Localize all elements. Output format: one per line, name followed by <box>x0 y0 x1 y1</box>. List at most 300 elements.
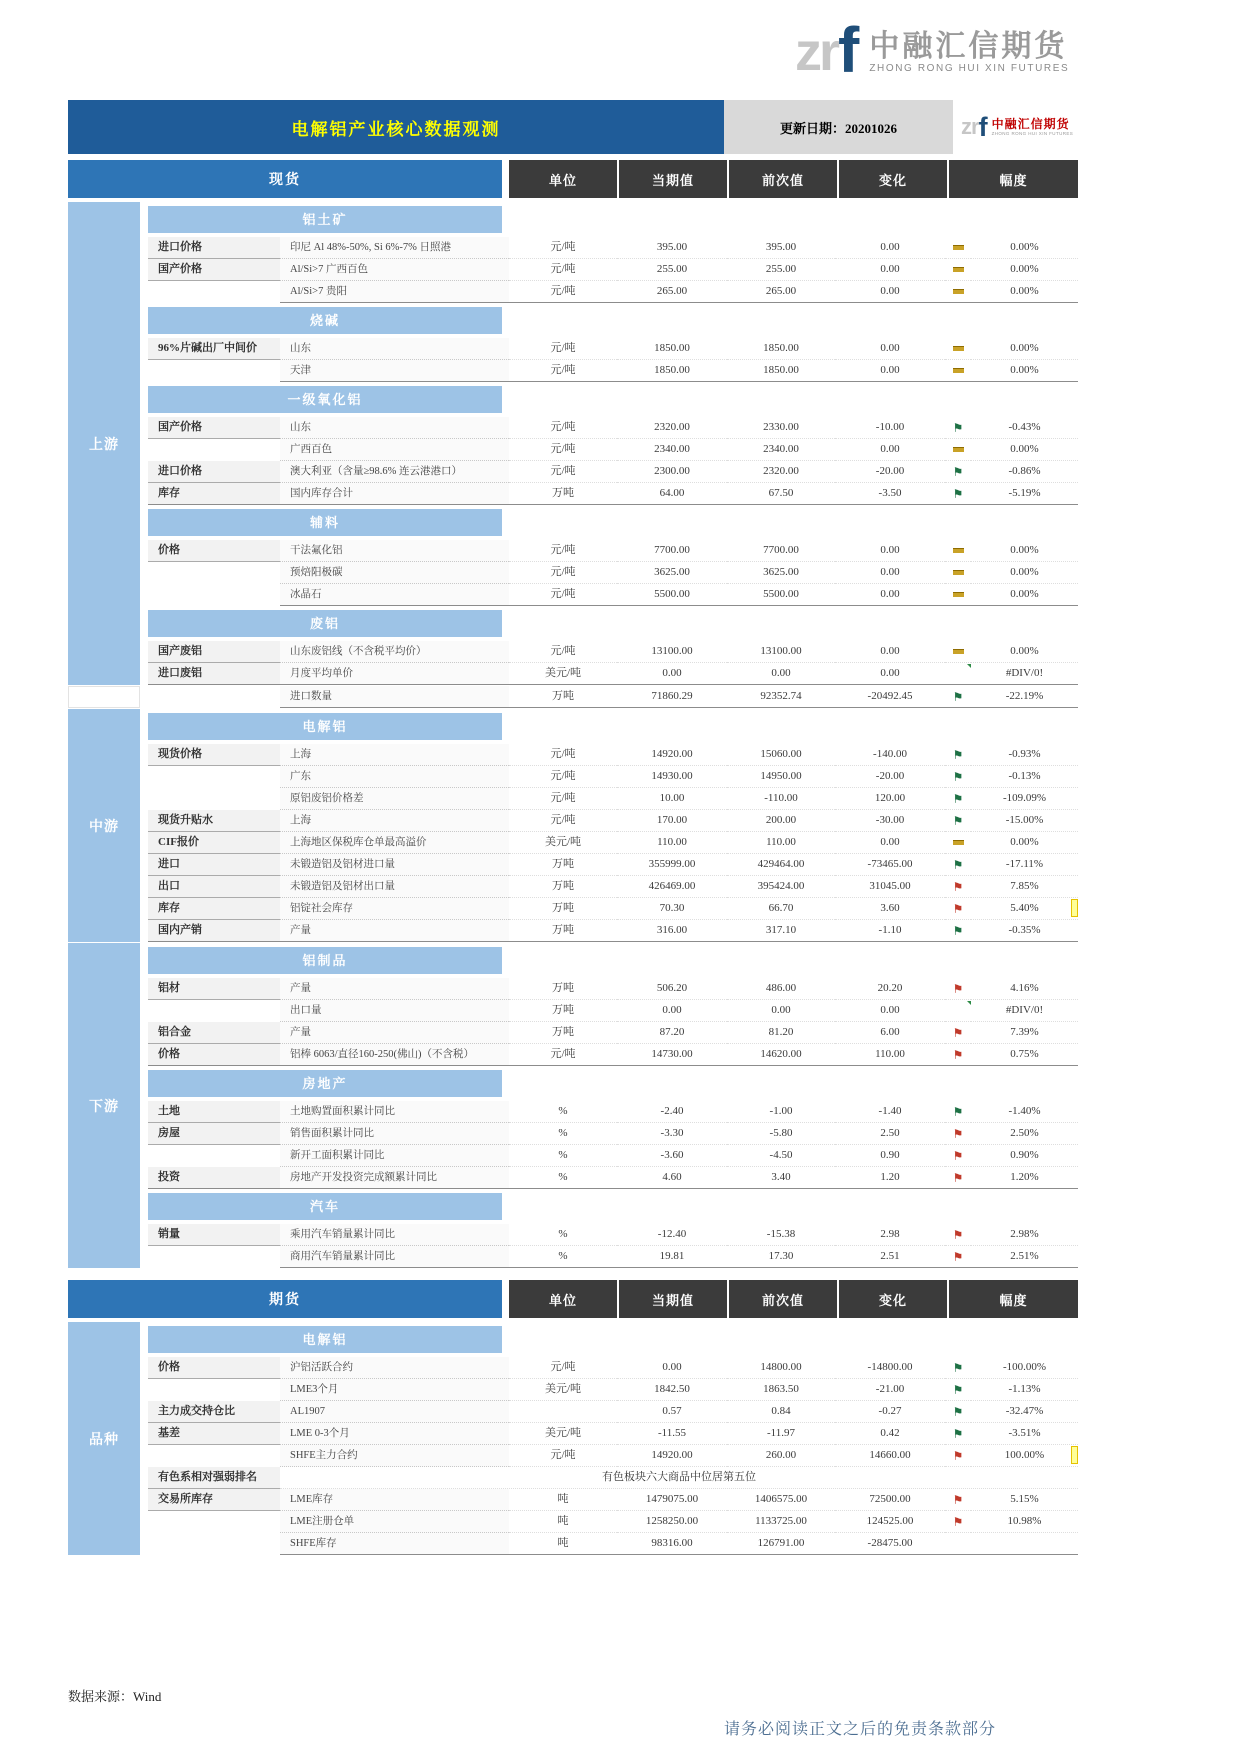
neutral-dash-icon <box>953 570 964 575</box>
flag-cell <box>945 540 971 562</box>
unit-cell: 元/吨 <box>509 1357 617 1379</box>
row-group-label <box>148 439 280 461</box>
previous-value: -110.00 <box>727 788 835 810</box>
change-value: 0.00 <box>835 259 945 281</box>
row-sub-label: 未锻造铝及铝材进口量 <box>280 854 509 876</box>
stage-content <box>148 1322 1078 1555</box>
row-sub-label: 产量 <box>280 978 509 1000</box>
pct-value: 0.00% <box>971 540 1078 562</box>
unit-cell: 元/吨 <box>509 1445 617 1467</box>
change-value: -14800.00 <box>835 1357 945 1379</box>
row-sub-label: 铝锭社会库存 <box>280 898 509 920</box>
row-group-label <box>148 584 280 606</box>
unit-cell: 元/吨 <box>509 281 617 303</box>
row-group-label: 进口价格 <box>148 461 280 483</box>
change-value: 0.00 <box>835 641 945 663</box>
unit-cell: 万吨 <box>509 686 617 708</box>
flag-cell <box>945 281 971 303</box>
unit-cell: 元/吨 <box>509 766 617 788</box>
current-value: 506.20 <box>617 978 727 1000</box>
row-sub-label: LME注册仓单 <box>280 1511 509 1533</box>
change-value: -1.10 <box>835 920 945 942</box>
previous-value: 92352.74 <box>727 686 835 708</box>
change-value: 124525.00 <box>835 1511 945 1533</box>
flag-cell <box>945 978 971 1000</box>
company-logo <box>795 14 1070 86</box>
change-value: -28475.00 <box>835 1533 945 1555</box>
row-group-label: 进口 <box>148 854 280 876</box>
up-flag-icon: ⚑ <box>952 1170 964 1185</box>
change-value: 0.00 <box>835 832 945 854</box>
row-sub-label: 上海 <box>280 810 509 832</box>
table-row <box>148 417 1078 439</box>
flag-cell <box>945 1123 971 1145</box>
update-date: 更新日期：20201026 <box>724 100 953 154</box>
previous-value: 2320.00 <box>727 461 835 483</box>
stage-content <box>148 202 1078 685</box>
table-row <box>148 766 1078 788</box>
change-value: 0.00 <box>835 281 945 303</box>
current-value: 110.00 <box>617 832 727 854</box>
unit-cell: 元/吨 <box>509 1044 617 1066</box>
row-group-label: 铝合金 <box>148 1022 280 1044</box>
logo-cn-name: 中融汇信期货 <box>869 30 1068 63</box>
row-group-label: 铝材 <box>148 978 280 1000</box>
row-group-label <box>148 1445 280 1467</box>
neutral-dash-icon <box>953 368 964 373</box>
change-value: 72500.00 <box>835 1489 945 1511</box>
row-sub-label: 上海地区保税库仓单最高溢价 <box>280 832 509 854</box>
neutral-dash-icon <box>953 346 964 351</box>
down-flag-icon: ⚑ <box>952 464 964 479</box>
pct-value: -109.09% <box>971 788 1078 810</box>
pct-value: 0.00% <box>971 832 1078 854</box>
stage-content <box>148 686 1078 708</box>
row-sub-label: 广东 <box>280 766 509 788</box>
flag-cell <box>945 1401 971 1423</box>
row-sub-label: 进口数量 <box>280 686 509 708</box>
flag-cell <box>945 898 971 920</box>
mini-logo-en: ZHONG RONG HUI XIN FUTURES <box>991 131 1074 136</box>
row-group-label <box>148 562 280 584</box>
table-row <box>148 920 1078 942</box>
column-header-change: 变化 <box>839 160 947 198</box>
row-sub-label: LME库存 <box>280 1489 509 1511</box>
flag-cell <box>945 1022 971 1044</box>
table-row <box>148 744 1078 766</box>
unit-cell: 万吨 <box>509 898 617 920</box>
section-header: 烧碱 <box>148 307 502 334</box>
pct-value: -22.19% <box>971 686 1078 708</box>
up-flag-icon: ⚑ <box>952 1514 964 1529</box>
change-value: 0.42 <box>835 1423 945 1445</box>
row-group-label: 现货升贴水 <box>148 810 280 832</box>
row-group-label: 进口废铝 <box>148 663 280 685</box>
change-value: 20.20 <box>835 978 945 1000</box>
change-value: -140.00 <box>835 744 945 766</box>
table-row <box>148 788 1078 810</box>
down-flag-icon: ⚑ <box>952 857 964 872</box>
stage-label <box>68 709 140 942</box>
section-header: 汽车 <box>148 1193 502 1220</box>
pct-value: -5.19% <box>971 483 1078 505</box>
down-flag-icon: ⚑ <box>952 813 964 828</box>
row-group-label: 国产废铝 <box>148 641 280 663</box>
unit-cell: 元/吨 <box>509 417 617 439</box>
row-group-label: 96%片碱出厂中间价 <box>148 338 280 360</box>
pct-value: -0.35% <box>971 920 1078 942</box>
up-flag-icon: ⚑ <box>952 1047 964 1062</box>
current-value: 2300.00 <box>617 461 727 483</box>
logo-en-name: ZHONG RONG HUI XIN FUTURES <box>869 63 1070 74</box>
change-value: -21.00 <box>835 1379 945 1401</box>
unit-cell: 元/吨 <box>509 788 617 810</box>
row-sub-label: 沪铝活跃合约 <box>280 1357 509 1379</box>
pct-value: #DIV/0! <box>971 663 1078 685</box>
pct-value: -3.51% <box>971 1423 1078 1445</box>
table-row <box>148 281 1078 303</box>
row-sub-label: LME3个月 <box>280 1379 509 1401</box>
merged-note: 有色板块六大商品中位居第五位 <box>280 1467 1078 1489</box>
mini-logo-f: f <box>978 111 988 142</box>
previous-value: 486.00 <box>727 978 835 1000</box>
current-value: 0.57 <box>617 1401 727 1423</box>
stage-group <box>68 202 1078 685</box>
neutral-dash-icon <box>953 840 964 845</box>
pct-value: 0.00% <box>971 439 1078 461</box>
table-row <box>148 1000 1078 1022</box>
flag-cell <box>945 663 971 685</box>
previous-value: 1406575.00 <box>727 1489 835 1511</box>
stage-group <box>68 1322 1078 1555</box>
flag-cell <box>945 1101 971 1123</box>
current-value: 13100.00 <box>617 641 727 663</box>
change-value: 0.00 <box>835 540 945 562</box>
previous-value: 17.30 <box>727 1246 835 1268</box>
unit-cell: 元/吨 <box>509 461 617 483</box>
flag-cell <box>945 483 971 505</box>
unit-cell: % <box>509 1101 617 1123</box>
futures-columns-header <box>68 1280 1078 1318</box>
change-value: -20.00 <box>835 461 945 483</box>
previous-value: 0.84 <box>727 1401 835 1423</box>
flag-cell <box>945 237 971 259</box>
row-sub-label: 干法氟化铝 <box>280 540 509 562</box>
table-row <box>148 259 1078 281</box>
table-row <box>148 898 1078 920</box>
pct-value: -1.13% <box>971 1379 1078 1401</box>
column-header-unit: 单位 <box>509 160 617 198</box>
current-value: -3.60 <box>617 1145 727 1167</box>
row-group-label: 主力成交持仓比 <box>148 1401 280 1423</box>
row-sub-label: Al/Si>7 广西百色 <box>280 259 509 281</box>
change-value: 0.00 <box>835 584 945 606</box>
table-row <box>148 1101 1078 1123</box>
down-flag-icon: ⚑ <box>952 747 964 762</box>
previous-value: 81.20 <box>727 1022 835 1044</box>
down-flag-icon: ⚑ <box>952 791 964 806</box>
table-row <box>148 562 1078 584</box>
table-row <box>148 1357 1078 1379</box>
flag-cell <box>945 1145 971 1167</box>
previous-value: 429464.00 <box>727 854 835 876</box>
row-group-label: 出口 <box>148 876 280 898</box>
change-value: -20.00 <box>835 766 945 788</box>
column-header-current: 当期值 <box>619 160 727 198</box>
current-value: -3.30 <box>617 1123 727 1145</box>
previous-value: 15060.00 <box>727 744 835 766</box>
unit-cell: % <box>509 1123 617 1145</box>
previous-value: 14800.00 <box>727 1357 835 1379</box>
current-value: 2320.00 <box>617 417 727 439</box>
row-group-label: 库存 <box>148 483 280 505</box>
row-group-label: 进口价格 <box>148 237 280 259</box>
up-flag-icon: ⚑ <box>952 1249 964 1264</box>
flag-cell <box>945 641 971 663</box>
current-value: 1479075.00 <box>617 1489 727 1511</box>
pct-value: 0.00% <box>971 562 1078 584</box>
up-flag-icon: ⚑ <box>952 901 964 916</box>
stage-label-text: 品种 <box>89 1432 119 1448</box>
row-group-label: 交易所库存 <box>148 1489 280 1511</box>
previous-value: 14620.00 <box>727 1044 835 1066</box>
flag-cell <box>945 766 971 788</box>
flag-cell <box>945 439 971 461</box>
stage-spacer <box>68 686 140 708</box>
pct-value: 2.50% <box>971 1123 1078 1145</box>
row-sub-label: 产量 <box>280 1022 509 1044</box>
stage-label-text: 下游 <box>89 1099 119 1115</box>
column-header-range: 幅度 <box>949 160 1078 198</box>
flag-cell <box>945 584 971 606</box>
spot-body <box>68 202 1078 1268</box>
neutral-dash-icon <box>953 548 964 553</box>
current-value: 0.00 <box>617 663 727 685</box>
flag-cell <box>945 1000 971 1022</box>
current-value: 19.81 <box>617 1246 727 1268</box>
change-value: 0.00 <box>835 360 945 382</box>
current-value: 64.00 <box>617 483 727 505</box>
pct-value: 10.98% <box>971 1511 1078 1533</box>
mini-logo-zr: zr <box>961 114 979 139</box>
previous-value: -15.38 <box>727 1224 835 1246</box>
row-sub-label: 原铝废铝价格差 <box>280 788 509 810</box>
row-group-label: 有色系相对强弱排名 <box>148 1467 280 1489</box>
down-flag-icon: ⚑ <box>952 1404 964 1419</box>
stage-group <box>68 686 1078 708</box>
pct-value: #DIV/0! <box>971 1000 1078 1022</box>
column-header-previous: 前次值 <box>729 1280 837 1318</box>
section-header: 电解铝 <box>148 1326 502 1353</box>
row-sub-label: LME 0-3个月 <box>280 1423 509 1445</box>
pct-value: 0.00% <box>971 360 1078 382</box>
flag-cell <box>945 1489 971 1511</box>
current-value: 1842.50 <box>617 1379 727 1401</box>
pct-value: 0.00% <box>971 338 1078 360</box>
row-sub-label: 产量 <box>280 920 509 942</box>
down-flag-icon: ⚑ <box>952 1104 964 1119</box>
pct-value: 7.85% <box>971 876 1078 898</box>
unit-cell: 元/吨 <box>509 259 617 281</box>
previous-value: 0.00 <box>727 1000 835 1022</box>
change-value: 0.00 <box>835 663 945 685</box>
current-value: 1850.00 <box>617 360 727 382</box>
current-value: 426469.00 <box>617 876 727 898</box>
stage-label <box>68 202 140 685</box>
section-header: 电解铝 <box>148 713 502 740</box>
table-row <box>148 584 1078 606</box>
unit-cell: 万吨 <box>509 978 617 1000</box>
current-value: 1258250.00 <box>617 1511 727 1533</box>
table-row <box>148 483 1078 505</box>
mini-logo <box>961 100 1073 154</box>
neutral-dash-icon <box>953 649 964 654</box>
flag-cell <box>945 1379 971 1401</box>
change-value: -73465.00 <box>835 854 945 876</box>
flag-cell <box>945 1511 971 1533</box>
pct-value: 0.00% <box>971 259 1078 281</box>
neutral-dash-icon <box>953 447 964 452</box>
previous-value: 200.00 <box>727 810 835 832</box>
pct-value: 1.20% <box>971 1167 1078 1189</box>
row-group-label: 库存 <box>148 898 280 920</box>
unit-cell: % <box>509 1167 617 1189</box>
previous-value: 3.40 <box>727 1167 835 1189</box>
current-value: 0.00 <box>617 1000 727 1022</box>
row-sub-label: SHFE库存 <box>280 1533 509 1555</box>
stage-label-text: 中游 <box>89 819 119 835</box>
core-data-table <box>68 100 1078 1556</box>
table-row <box>148 1044 1078 1066</box>
disclaimer: 请务必阅读正文之后的免责条款部分 <box>723 1721 996 1738</box>
flag-cell <box>945 1167 971 1189</box>
flag-cell <box>945 1445 971 1467</box>
table-row <box>148 540 1078 562</box>
unit-cell: % <box>509 1145 617 1167</box>
table-row <box>148 461 1078 483</box>
row-group-label <box>148 686 280 708</box>
flag-cell <box>945 259 971 281</box>
row-group-label <box>148 1533 280 1555</box>
row-group-label <box>148 1000 280 1022</box>
highlight-strip <box>1071 899 1078 917</box>
row-sub-label: 铝棒 6063/直径160-250(佛山)（不含税） <box>280 1044 509 1066</box>
row-group-label: 国产价格 <box>148 417 280 439</box>
pct-value: 0.00% <box>971 281 1078 303</box>
current-value: 98316.00 <box>617 1533 727 1555</box>
previous-value: 14950.00 <box>727 766 835 788</box>
flag-cell <box>945 417 971 439</box>
row-sub-label: Al/Si>7 贵阳 <box>280 281 509 303</box>
row-sub-label: 山东废铝线（不含税平均价） <box>280 641 509 663</box>
current-value: 10.00 <box>617 788 727 810</box>
current-value: 70.30 <box>617 898 727 920</box>
previous-value: 1850.00 <box>727 338 835 360</box>
up-flag-icon: ⚑ <box>952 1025 964 1040</box>
flag-cell <box>945 686 971 708</box>
current-value: 0.00 <box>617 1357 727 1379</box>
change-value: 120.00 <box>835 788 945 810</box>
current-value: -12.40 <box>617 1224 727 1246</box>
logo-f-text: f <box>838 14 860 86</box>
unit-cell: 元/吨 <box>509 584 617 606</box>
column-header-previous: 前次值 <box>729 160 837 198</box>
change-value: 2.51 <box>835 1246 945 1268</box>
change-value: -3.50 <box>835 483 945 505</box>
change-value: 1.20 <box>835 1167 945 1189</box>
row-group-label <box>148 1511 280 1533</box>
down-flag-icon: ⚑ <box>952 923 964 938</box>
section-header: 铝制品 <box>148 947 502 974</box>
row-sub-label: 销售面积累计同比 <box>280 1123 509 1145</box>
unit-cell: % <box>509 1224 617 1246</box>
flag-cell <box>945 461 971 483</box>
unit-cell: 万吨 <box>509 920 617 942</box>
previous-value: -1.00 <box>727 1101 835 1123</box>
change-value: 0.00 <box>835 1000 945 1022</box>
change-value: 0.00 <box>835 439 945 461</box>
unit-cell: 美元/吨 <box>509 832 617 854</box>
current-value: 71860.29 <box>617 686 727 708</box>
row-sub-label: 未锻造铝及铝材出口量 <box>280 876 509 898</box>
previous-value: 0.00 <box>727 663 835 685</box>
row-sub-label: 冰晶石 <box>280 584 509 606</box>
current-value: -11.55 <box>617 1423 727 1445</box>
neutral-dash-icon <box>953 592 964 597</box>
unit-cell: 美元/吨 <box>509 663 617 685</box>
pct-value: -0.86% <box>971 461 1078 483</box>
pct-value: 0.75% <box>971 1044 1078 1066</box>
up-flag-icon: ⚑ <box>952 1448 964 1463</box>
row-sub-label: 新开工面积累计同比 <box>280 1145 509 1167</box>
row-group-label: 国产价格 <box>148 259 280 281</box>
stage-content <box>148 943 1078 1268</box>
current-value: 395.00 <box>617 237 727 259</box>
previous-value: 67.50 <box>727 483 835 505</box>
current-value: 255.00 <box>617 259 727 281</box>
row-group-label: 销量 <box>148 1224 280 1246</box>
table-row <box>148 1401 1078 1423</box>
down-flag-icon: ⚑ <box>952 769 964 784</box>
row-group-label: 现货价格 <box>148 744 280 766</box>
section-header: 房地产 <box>148 1070 502 1097</box>
row-group-label: 价格 <box>148 1357 280 1379</box>
table-row <box>148 686 1078 708</box>
flag-cell <box>945 920 971 942</box>
up-flag-icon: ⚑ <box>952 879 964 894</box>
table-row <box>148 1123 1078 1145</box>
previous-value: 1133725.00 <box>727 1511 835 1533</box>
previous-value: 7700.00 <box>727 540 835 562</box>
previous-value: 395424.00 <box>727 876 835 898</box>
flag-cell <box>945 562 971 584</box>
row-sub-label: 天津 <box>280 360 509 382</box>
current-value: 14930.00 <box>617 766 727 788</box>
unit-cell: 万吨 <box>509 1000 617 1022</box>
row-sub-label: 上海 <box>280 744 509 766</box>
down-flag-icon: ⚑ <box>952 1382 964 1397</box>
down-flag-icon: ⚑ <box>952 1426 964 1441</box>
unit-cell: 元/吨 <box>509 360 617 382</box>
pct-value: -0.13% <box>971 766 1078 788</box>
current-value: 7700.00 <box>617 540 727 562</box>
current-value: 5500.00 <box>617 584 727 606</box>
column-header-unit: 单位 <box>509 1280 617 1318</box>
table-row <box>148 876 1078 898</box>
current-value: 316.00 <box>617 920 727 942</box>
row-group-label: 价格 <box>148 540 280 562</box>
column-header-change: 变化 <box>839 1280 947 1318</box>
